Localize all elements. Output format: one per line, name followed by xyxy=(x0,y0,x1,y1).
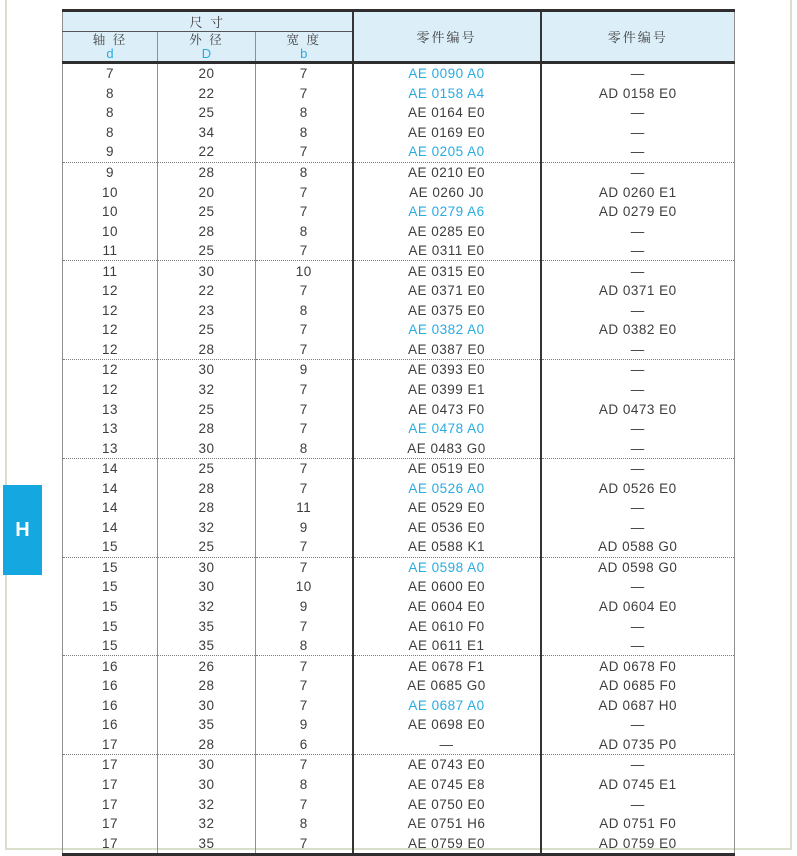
cell-part-number-ad: AD 0158 E0 xyxy=(541,84,735,104)
cell-outer-diameter: 28 xyxy=(158,419,256,439)
cell-shaft-diameter: 17 xyxy=(63,755,158,775)
header-row-size-group xyxy=(63,11,735,32)
cell-outer-diameter: 30 xyxy=(158,755,256,775)
cell-outer-diameter: 22 xyxy=(158,84,256,104)
page-edge-left xyxy=(5,0,7,849)
cell-width: 7 xyxy=(256,241,353,261)
cell-part-number-ae: AE 0478 A0 xyxy=(353,419,541,439)
cell-outer-diameter: 20 xyxy=(158,63,256,84)
cell-part-number-ad: AD 0685 F0 xyxy=(541,676,735,696)
cell-part-number-ad: AD 0604 E0 xyxy=(541,597,735,617)
cell-part-number-ae: AE 0588 K1 xyxy=(353,537,541,557)
cell-shaft-diameter: 13 xyxy=(63,438,158,458)
cell-outer-diameter: 28 xyxy=(158,498,256,518)
cell-part-number-ad: AD 0598 G0 xyxy=(541,557,735,577)
cell-width: 7 xyxy=(299,678,308,694)
table-row xyxy=(63,103,735,123)
cell-part-number-ae: AE 0169 E0 xyxy=(353,123,541,143)
cell-shaft-diameter: 10 xyxy=(63,221,158,241)
table-row xyxy=(63,735,735,755)
cell-part-number-ad: AD 0745 E1 xyxy=(541,775,735,795)
cell-shaft-diameter: 12 xyxy=(63,320,158,340)
cell-part-number-ae: AE 0759 E0 xyxy=(353,833,541,854)
cell-shaft-diameter: 15 xyxy=(63,537,158,557)
cell-outer-diameter: 30 xyxy=(158,261,256,281)
cell-shaft-diameter: 17 xyxy=(63,775,158,795)
table-row xyxy=(63,518,735,538)
cell-part-number-ae: AE 0393 E0 xyxy=(353,360,541,380)
cell-width: 7 xyxy=(299,322,308,338)
cell-part-number-ad: — xyxy=(541,518,735,538)
cell-shaft-diameter: 12 xyxy=(63,360,158,380)
table-row xyxy=(63,656,735,676)
cell-part-number-ae: AE 0536 E0 xyxy=(353,518,541,538)
header-shaft-diameter xyxy=(63,32,158,63)
table-row xyxy=(63,340,735,360)
cell-shaft-diameter: 14 xyxy=(63,458,158,478)
cell-width: 9 xyxy=(299,599,308,615)
cell-part-number-ae: AE 0678 F1 xyxy=(353,656,541,676)
cell-outer-diameter: 28 xyxy=(158,676,256,696)
table-row xyxy=(63,478,735,498)
table-row xyxy=(63,755,735,775)
cell-shaft-diameter: 14 xyxy=(63,518,158,538)
header-shaft-diameter-symbol: d xyxy=(106,46,114,61)
cell-width: 7 xyxy=(299,401,308,417)
cell-outer-diameter: 30 xyxy=(158,696,256,716)
cell-outer-diameter: 32 xyxy=(158,597,256,617)
cell-outer-diameter: 30 xyxy=(158,360,256,380)
cell-width: 7 xyxy=(299,184,308,200)
cell-outer-diameter: 30 xyxy=(158,775,256,795)
cell-width: 7 xyxy=(299,835,308,851)
cell-outer-diameter: 30 xyxy=(158,438,256,458)
cell-width: 8 xyxy=(299,124,308,140)
cell-part-number-ae: AE 0750 E0 xyxy=(353,794,541,814)
cell-part-number-ae: AE 0311 E0 xyxy=(353,241,541,261)
cell-part-number-ad: — xyxy=(541,438,735,458)
cell-shaft-diameter: 9 xyxy=(63,142,158,162)
cell-part-number-ad: AD 0678 F0 xyxy=(541,656,735,676)
cell-part-number-ae: AE 0164 E0 xyxy=(353,103,541,123)
cell-width: 11 xyxy=(296,500,312,516)
cell-shaft-diameter: 10 xyxy=(63,182,158,202)
table-body xyxy=(63,63,735,855)
table-row xyxy=(63,162,735,182)
table-row xyxy=(63,597,735,617)
cell-shaft-diameter: 16 xyxy=(63,676,158,696)
table-row xyxy=(63,833,735,854)
cell-part-number-ae: AE 0685 G0 xyxy=(353,676,541,696)
cell-part-number-ae: AE 0698 E0 xyxy=(353,715,541,735)
cell-part-number-ad: AD 0687 H0 xyxy=(541,696,735,716)
cell-shaft-diameter: 17 xyxy=(63,735,158,755)
header-shaft-diameter-label: 轴 径 xyxy=(92,33,128,47)
cell-outer-diameter: 35 xyxy=(158,636,256,656)
cell-width: 8 xyxy=(299,105,308,121)
table-row xyxy=(63,557,735,577)
cell-part-number-ad: — xyxy=(541,498,735,518)
cell-width: 8 xyxy=(299,165,308,180)
table-row xyxy=(63,301,735,321)
cell-outer-diameter: 22 xyxy=(158,142,256,162)
cell-shaft-diameter: 10 xyxy=(63,202,158,222)
cell-shaft-diameter: 7 xyxy=(63,63,158,84)
cell-outer-diameter: 28 xyxy=(158,340,256,360)
header-outer-diameter xyxy=(158,32,256,63)
cell-part-number-ae: AE 0399 E1 xyxy=(353,380,541,400)
table-row xyxy=(63,438,735,458)
table-row xyxy=(63,794,735,814)
cell-outer-diameter: 25 xyxy=(158,241,256,261)
table-row xyxy=(63,419,735,439)
cell-shaft-diameter: 16 xyxy=(63,696,158,716)
cell-part-number-ae: AE 0519 E0 xyxy=(353,458,541,478)
cell-width: 7 xyxy=(299,618,308,634)
table-row xyxy=(63,281,735,301)
cell-outer-diameter: 25 xyxy=(158,399,256,419)
cell-part-number-ae: AE 0604 E0 xyxy=(353,597,541,617)
cell-outer-diameter: 26 xyxy=(158,656,256,676)
header-width-label: 宽 度 xyxy=(286,33,321,47)
cell-width: 9 xyxy=(299,519,308,535)
cell-part-number-ae: AE 0279 A6 xyxy=(353,202,541,222)
cell-part-number-ae: AE 0371 E0 xyxy=(353,281,541,301)
table-row xyxy=(63,380,735,400)
cell-shaft-diameter: 17 xyxy=(63,794,158,814)
cell-outer-diameter: 30 xyxy=(158,557,256,577)
cell-part-number-ad: AD 0526 E0 xyxy=(541,478,735,498)
table-row xyxy=(63,636,735,656)
cell-outer-diameter: 22 xyxy=(158,281,256,301)
cell-part-number-ad: AD 0371 E0 xyxy=(541,281,735,301)
table-row xyxy=(63,676,735,696)
cell-part-number-ad: — xyxy=(541,340,735,360)
table-row xyxy=(63,202,735,222)
cell-outer-diameter: 25 xyxy=(158,320,256,340)
cell-part-number-ad: — xyxy=(541,636,735,656)
cell-part-number-ae: AE 0526 A0 xyxy=(353,478,541,498)
cell-width: 9 xyxy=(299,717,308,733)
cell-part-number-ad: AD 0751 F0 xyxy=(541,814,735,834)
cell-part-number-ae: AE 0375 E0 xyxy=(353,301,541,321)
cell-part-number-ad: — xyxy=(541,63,735,84)
table-row xyxy=(63,715,735,735)
cell-part-number-ad: — xyxy=(541,103,735,123)
cell-outer-diameter: 28 xyxy=(158,221,256,241)
cell-outer-diameter: 34 xyxy=(158,123,256,143)
cell-part-number-ae: AE 0600 E0 xyxy=(353,577,541,597)
cell-shaft-diameter: 12 xyxy=(63,380,158,400)
cell-part-number-ae: AE 0382 A0 xyxy=(353,320,541,340)
table-row xyxy=(63,696,735,716)
table-row xyxy=(63,221,735,241)
cell-shaft-diameter: 8 xyxy=(63,123,158,143)
header-outer-diameter-label: 外 径 xyxy=(189,33,224,47)
cell-shaft-diameter: 15 xyxy=(63,616,158,636)
cell-part-number-ad: AD 0759 E0 xyxy=(541,833,735,854)
cell-part-number-ae: AE 0687 A0 xyxy=(353,696,541,716)
cell-width: 7 xyxy=(299,204,308,220)
cell-part-number-ad: — xyxy=(541,380,735,400)
cell-part-number-ad: — xyxy=(541,123,735,143)
cell-width: 7 xyxy=(299,559,308,575)
cell-part-number-ae: AE 0483 G0 xyxy=(353,438,541,458)
cell-shaft-diameter: 15 xyxy=(63,557,158,577)
section-tab-label: H xyxy=(15,518,30,541)
table-row xyxy=(63,577,735,597)
cell-part-number-ad: — xyxy=(541,162,735,182)
table-row xyxy=(63,537,735,557)
cell-part-number-ad: AD 0382 E0 xyxy=(541,320,735,340)
cell-width: 7 xyxy=(299,85,308,101)
cell-width: 7 xyxy=(256,537,353,557)
cell-width: 7 xyxy=(299,461,308,477)
cell-part-number-ad: — xyxy=(541,755,735,775)
cell-shaft-diameter: 16 xyxy=(63,656,158,676)
cell-outer-diameter: 25 xyxy=(158,458,256,478)
cell-width: 7 xyxy=(299,283,308,299)
cell-shaft-diameter: 15 xyxy=(63,597,158,617)
cell-outer-diameter: 25 xyxy=(158,202,256,222)
cell-width: 8 xyxy=(299,776,308,792)
cell-width: 9 xyxy=(299,362,308,378)
cell-outer-diameter: 32 xyxy=(158,380,256,400)
cell-width: 7 xyxy=(256,142,353,162)
cell-part-number-ae: AE 0745 E8 xyxy=(353,775,541,795)
cell-shaft-diameter: 11 xyxy=(63,241,158,261)
cell-part-number-ad: — xyxy=(541,577,735,597)
cell-shaft-diameter: 17 xyxy=(63,814,158,834)
cell-width: 7 xyxy=(299,480,308,496)
cell-part-number-ae: AE 0529 E0 xyxy=(353,498,541,518)
cell-shaft-diameter: 9 xyxy=(63,162,158,182)
table-row xyxy=(63,241,735,261)
cell-part-number-ad: — xyxy=(541,142,735,162)
cell-part-number-ae: AE 0205 A0 xyxy=(353,142,541,162)
cell-part-number-ad: — xyxy=(541,301,735,321)
cell-outer-diameter: 25 xyxy=(158,537,256,557)
table-header xyxy=(63,11,735,63)
cell-shaft-diameter: 13 xyxy=(63,419,158,439)
cell-part-number-ae: AE 0751 H6 xyxy=(353,814,541,834)
table-row xyxy=(63,498,735,518)
cell-width: 10 xyxy=(295,263,312,279)
cell-part-number-ae: AE 0285 E0 xyxy=(353,221,541,241)
cell-part-number-ad: — xyxy=(541,715,735,735)
cell-outer-diameter: 20 xyxy=(158,182,256,202)
cell-shaft-diameter: 12 xyxy=(63,301,158,321)
cell-part-number-ad: — xyxy=(541,261,735,281)
cell-part-number-ae: AE 0090 A0 xyxy=(353,63,541,84)
cell-part-number-ae: AE 0743 E0 xyxy=(353,755,541,775)
cell-outer-diameter: 35 xyxy=(158,833,256,854)
cell-part-number-ae: AE 0610 F0 xyxy=(353,616,541,636)
table-row xyxy=(63,458,735,478)
cell-width: 8 xyxy=(299,816,308,832)
cell-width: 8 xyxy=(299,302,308,318)
header-size-group: 尺 寸 xyxy=(63,11,353,32)
cell-shaft-diameter: 11 xyxy=(63,261,158,281)
cell-part-number-ae: AE 0387 E0 xyxy=(353,340,541,360)
table-row xyxy=(63,814,735,834)
table-row xyxy=(63,142,735,162)
header-part-number-ae: 零件编号 xyxy=(353,11,541,63)
cell-width: 7 xyxy=(299,66,308,82)
cell-part-number-ad: — xyxy=(541,419,735,439)
cell-shaft-diameter: 8 xyxy=(63,103,158,123)
header-width-symbol: b xyxy=(300,46,308,61)
cell-width: 7 xyxy=(299,421,308,437)
table-row xyxy=(63,775,735,795)
table-row xyxy=(63,182,735,202)
cell-part-number-ae: AE 0158 A4 xyxy=(353,84,541,104)
cell-width: 10 xyxy=(295,579,312,595)
cell-width: 7 xyxy=(299,697,308,713)
page-edge-right xyxy=(790,0,792,849)
header-part-number-ad: 零件编号 xyxy=(541,11,735,63)
cell-shaft-diameter: 14 xyxy=(63,498,158,518)
cell-part-number-ae: AE 0260 J0 xyxy=(353,182,541,202)
cell-part-number-ad: AD 0473 E0 xyxy=(541,399,735,419)
cell-part-number-ad: AD 0279 E0 xyxy=(541,202,735,222)
header-outer-diameter-symbol: D xyxy=(201,46,212,61)
cell-part-number-ae: AE 0598 A0 xyxy=(353,557,541,577)
cell-shaft-diameter: 16 xyxy=(63,715,158,735)
cell-shaft-diameter: 15 xyxy=(63,577,158,597)
cell-part-number-ad: — xyxy=(541,794,735,814)
table-row xyxy=(63,399,735,419)
cell-width: 7 xyxy=(299,757,308,773)
cell-part-number-ad: AD 0735 P0 xyxy=(541,735,735,755)
section-index-tab-h xyxy=(3,485,42,575)
cell-shaft-diameter: 12 xyxy=(63,340,158,360)
cell-shaft-diameter: 14 xyxy=(63,478,158,498)
cell-part-number-ad: — xyxy=(541,616,735,636)
cell-part-number-ae: AE 0210 E0 xyxy=(353,162,541,182)
cell-shaft-diameter: 15 xyxy=(63,636,158,656)
table-row xyxy=(63,123,735,143)
cell-outer-diameter: 32 xyxy=(158,814,256,834)
cell-width: 7 xyxy=(299,796,308,812)
cell-part-number-ad: — xyxy=(541,221,735,241)
header-width xyxy=(256,32,353,63)
cell-part-number-ae: — xyxy=(353,735,541,755)
cell-width: 8 xyxy=(256,636,353,656)
cell-shaft-diameter: 8 xyxy=(63,84,158,104)
cell-shaft-diameter: 12 xyxy=(63,281,158,301)
cell-outer-diameter: 28 xyxy=(158,478,256,498)
cell-outer-diameter: 32 xyxy=(158,518,256,538)
cell-part-number-ad: — xyxy=(541,241,735,261)
cell-outer-diameter: 35 xyxy=(158,616,256,636)
cell-outer-diameter: 23 xyxy=(158,301,256,321)
table-row xyxy=(63,84,735,104)
cell-width: 7 xyxy=(299,658,308,674)
cell-outer-diameter: 30 xyxy=(158,577,256,597)
table-row xyxy=(63,63,735,84)
cell-width: 8 xyxy=(299,223,308,239)
cell-outer-diameter: 28 xyxy=(158,162,256,182)
parts-dimension-table xyxy=(62,9,735,856)
cell-part-number-ad: — xyxy=(541,458,735,478)
cell-outer-diameter: 35 xyxy=(158,715,256,735)
table-row xyxy=(63,320,735,340)
cell-width: 7 xyxy=(299,382,308,398)
cell-part-number-ae: AE 0611 E1 xyxy=(353,636,541,656)
cell-part-number-ae: AE 0473 F0 xyxy=(353,399,541,419)
cell-width: 8 xyxy=(256,438,353,458)
cell-width: 6 xyxy=(256,735,353,755)
table-row xyxy=(63,616,735,636)
cell-part-number-ad: — xyxy=(541,360,735,380)
cell-shaft-diameter: 17 xyxy=(63,833,158,854)
cell-outer-diameter: 25 xyxy=(158,103,256,123)
cell-width: 7 xyxy=(256,340,353,360)
cell-part-number-ad: AD 0260 E1 xyxy=(541,182,735,202)
cell-outer-diameter: 32 xyxy=(158,794,256,814)
table-row xyxy=(63,261,735,281)
cell-part-number-ae: AE 0315 E0 xyxy=(353,261,541,281)
cell-shaft-diameter: 13 xyxy=(63,399,158,419)
table-row xyxy=(63,360,735,380)
cell-outer-diameter: 28 xyxy=(158,735,256,755)
cell-part-number-ad: AD 0588 G0 xyxy=(541,537,735,557)
